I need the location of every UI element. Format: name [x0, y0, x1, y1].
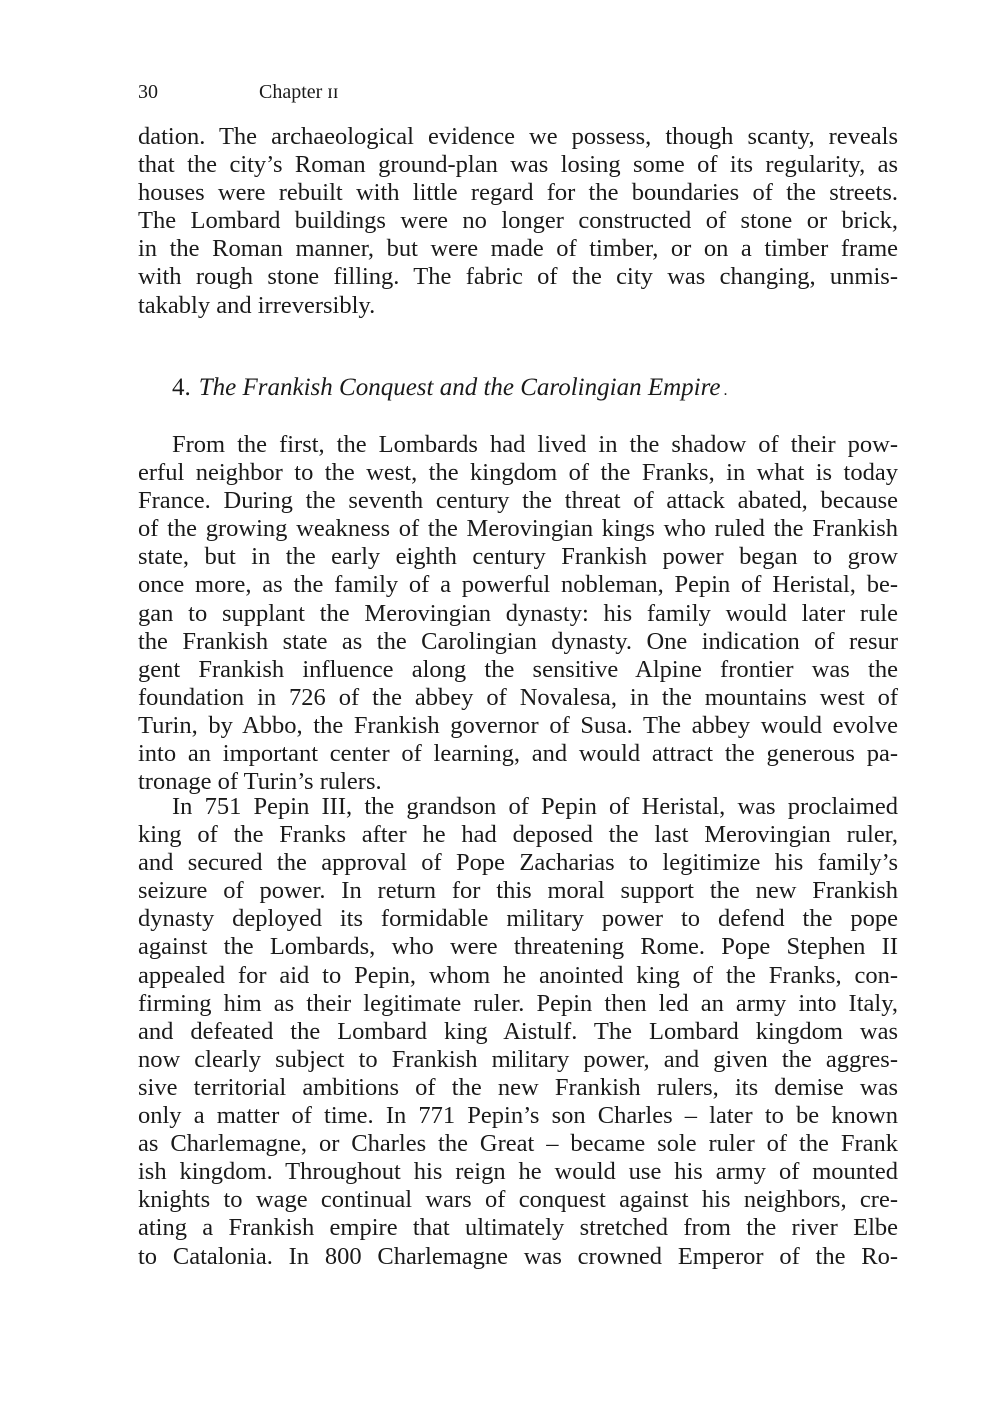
body-paragraph-2	[138, 793, 898, 1271]
text-line: gent Frankish influence along the sensitive Alpine frontier was the	[138, 655, 898, 683]
text-line: The Lombard buildings were no longer constructed of stone or brick,	[138, 207, 898, 235]
text-line: to Catalonia. In 800 Charlemagne was crowned Emperor of the Ro-	[138, 1242, 898, 1270]
text-line: that the city’s Roman ground-plan was losing some of its regularity, as	[138, 151, 898, 179]
section-heading	[172, 373, 728, 406]
page-number: 30	[138, 81, 158, 103]
text-line: houses were rebuilt with little regard for the boundaries of the streets.	[138, 179, 898, 207]
text-line: firming him as their legitimate ruler. Pepin then led an army into Italy,	[138, 989, 898, 1017]
text-line: In 751 Pepin III, the grandson of Pepin of Heristal, was proclaimed	[172, 793, 898, 820]
text-line: takably and irreversibly.	[138, 291, 376, 319]
text-line: with rough stone filling. The fabric of the city was changing, unmis-	[138, 263, 898, 291]
text-line: gan to supplant the Merovingian dynasty: his family would later rule	[138, 599, 898, 627]
text-line: the Frankish state as the Carolingian dynasty. One indication of resur	[138, 627, 898, 655]
text-line: erful neighbor to the west, the kingdom of the Franks, in what is today	[138, 459, 898, 487]
text-line: in the Roman manner, but were made of timber, or on a timber frame	[138, 235, 898, 263]
text-line: and defeated the Lombard king Aistulf. The Lombard kingdom was	[138, 1017, 898, 1045]
chapter-label: Chapter ɪɪ	[259, 81, 339, 103]
text-line: against the Lombards, who were threatening Rome. Pope Stephen II	[138, 933, 898, 961]
section-title-period: .	[723, 382, 728, 399]
text-line: Turin, by Abbo, the Frankish governor of Susa. The abbey would evolve	[138, 711, 898, 739]
text-line: France. During the seventh century the threat of attack abated, because	[138, 487, 898, 515]
text-line: into an important center of learning, and would attract the generous pa-	[138, 740, 898, 768]
intro-paragraph	[138, 123, 898, 320]
text-line: ating a Frankish empire that ultimately stretched from the river Elbe	[138, 1214, 898, 1242]
text-line: and secured the approval of Pope Zacharias to legitimize his family’s	[138, 849, 898, 877]
text-line: state, but in the early eighth century Frankish power began to grow	[138, 543, 898, 571]
text-line: knights to wage continual wars of conquest against his neighbors, cre-	[138, 1186, 898, 1214]
text-line: sive territorial ambitions of the new Frankish rulers, its demise was	[138, 1073, 898, 1101]
section-title: The Frankish Conquest and the Carolingian Empire	[198, 374, 721, 401]
text-line: now clearly subject to Frankish military power, and given the aggres-	[138, 1045, 898, 1073]
text-line: of the growing weakness of the Merovingian kings who ruled the Frankish	[138, 515, 898, 543]
text-line: foundation in 726 of the abbey of Novalesa, in the mountains west of	[138, 683, 898, 711]
text-line: seizure of power. In return for this moral support the new Frankish	[138, 877, 898, 905]
text-line: appealed for aid to Pepin, whom he anointed king of the Franks, con-	[138, 961, 898, 989]
text-line: ish kingdom. Throughout his reign he would use his army of mounted	[138, 1158, 898, 1186]
text-line: From the first, the Lombards had lived in the shadow of their pow-	[172, 431, 898, 458]
text-line: dynasty deployed its formidable military power to defend the pope	[138, 905, 898, 933]
text-line: as Charlemagne, or Charles the Great – became sole ruler of the Frank	[138, 1130, 898, 1158]
section-number: 4.	[172, 374, 191, 401]
body-paragraph-1	[138, 431, 898, 796]
text-line: king of the Franks after he had deposed the last Merovingian ruler,	[138, 821, 898, 849]
text-line: once more, as the family of a powerful nobleman, Pepin of Heristal, be-	[138, 571, 898, 599]
text-line: only a matter of time. In 771 Pepin’s son Charles – later to be known	[138, 1102, 898, 1130]
text-line: dation. The archaeological evidence we possess, though scanty, reveals	[138, 123, 898, 150]
text-line: tronage of Turin’s rulers.	[138, 768, 382, 796]
